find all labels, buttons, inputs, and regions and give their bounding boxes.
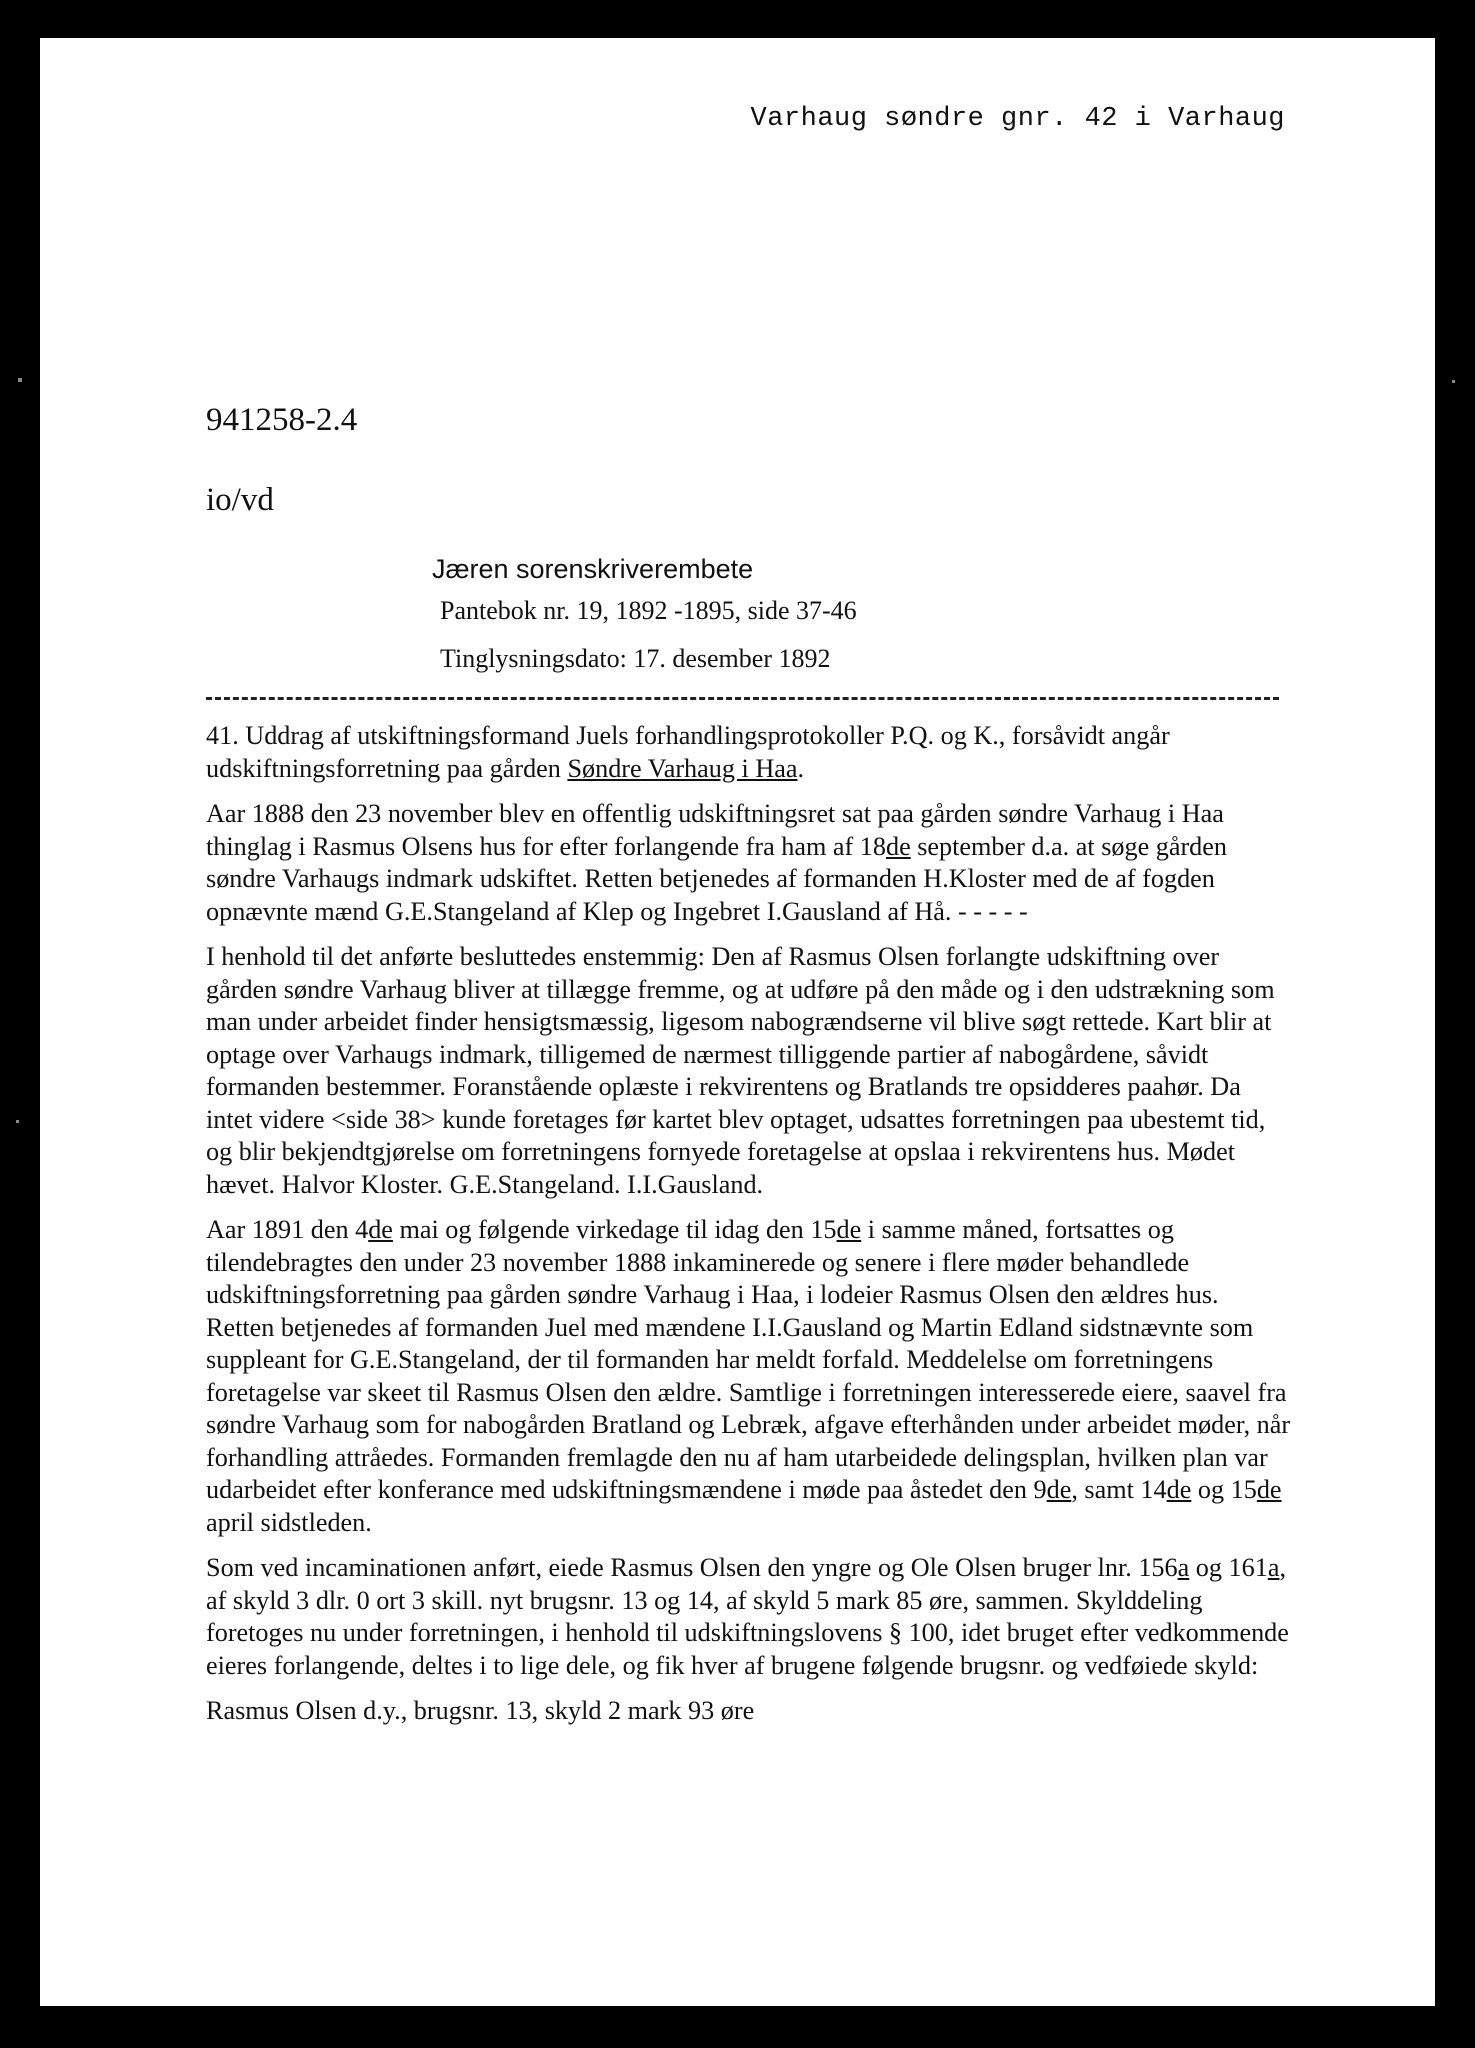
office-name: Jæren sorenskriverembete — [432, 554, 754, 584]
reference-number: 941258-2.4 — [206, 402, 358, 438]
paragraph-3: I henhold til det anførte besluttedes enstemmig: Den af Rasmus Olsen forlangte udskiftning over gården søndre Varhaug bliver at tillægge fremme, og at udføre på den måde og i den udstrækning som man under arbeidet finder hensigtsmæssig, ligesom nabogrændserne vil blive søgt rettede. Kart blir at optage over Varhaugs indmark, tilligemed de nærmest tilliggende partier af nabogårdene, såvidt formanden bestemmer. Foranstående oplæste i rekvirentens og Bratlands tre opsidderes paahør. Da intet videre <side 38> kunde foretages før kartet blev optaget, udsattes forretningen paa ubestemt tid, og blir bekjendtgjørelse om forretningens fornyede foretagelse at opslaa i rekvirentens hus. Mødet hævet. Halvor Kloster. G.E.Stangeland. I.I.Gausland. — [206, 942, 1275, 1199]
scan-speck — [16, 1120, 19, 1123]
document-body — [206, 720, 1291, 1741]
paragraph-4: Aar 1891 den 4de mai og følgende virkedage til idag den 15de i samme måned, fortsattes og tilendebragtes den under 23 november 1888 inkaminerede og senere i flere møder behandlede udskiftningsforretning paa gården søndre Varhaug i Haa, i lodeier Rasmus Olsen den ældres hus. Retten betjenedes af formanden Juel med mændene I.I.Gausland og Martin Edland sidstnævnte som suppleant for G.E.Stangeland, der til formanden har meldt forfald. Meddelelse om forretningens foretagelse var skeet til Rasmus Olsen den ældre. Samtlige i forretningen interesserede eiere, saavel fra søndre Varhaug som for nabogården Bratland og Lebræk, afgave efterhånden under arbeidet møder, når forhandling attråedes. Formanden fremlagde den nu af ham utarbeidede delingsplan, hvilken plan var udarbeidet efter konferance med udskiftningsmændene i møde paa åstedet den 9de, samt 14de og 15de april sidstleden. — [206, 1215, 1291, 1537]
pantebok-line: Pantebok nr. 19, 1892 -1895, side 37-46 — [440, 596, 857, 625]
dashed-divider — [206, 697, 1279, 700]
scan-speck — [18, 378, 22, 382]
paragraph-1: 41. Uddrag af utskiftningsformand Juels forhandlingsprotokoller P.Q. og K., forsåvidt angår udskiftningsforretning paa gården Søndre Varhaug i Haa. — [206, 721, 1170, 783]
page-header: Varhaug søndre gnr. 42 i Varhaug — [750, 104, 1285, 134]
paragraph-5: Som ved incaminationen anført, eiede Rasmus Olsen den yngre og Ole Olsen bruger lnr. 156a og 161a, af skyld 3 dlr. 0 ort 3 skill. nyt brugsnr. 13 og 14, af skyld 5 mark 85 øre, sammen. Skylddeling foretoges nu under forretningen, i henhold til udskiftningslovens § 100, idet bruget efter vedkommende eieres forlangende, deltes i to lige dele, og fik hver af brugene følgende brugsnr. og vedføiede skyld: — [206, 1553, 1289, 1680]
tinglysning-line: Tinglysningsdato: 17. desember 1892 — [440, 644, 831, 673]
paragraph-2: Aar 1888 den 23 november blev en offentlig udskiftningsret sat paa gården søndre Varhaug i Haa thinglag i Rasmus Olsens hus for efter forlangende fra ham af 18de september d.a. at søge gården søndre Varhaugs indmark udskiftet. Retten betjenedes af formanden H.Kloster med de af fogden opnævnte mænd G.E.Stangeland af Klep og Ingebret I.Gausland af Hå. - - - - - — [206, 799, 1227, 926]
initials: io/vd — [206, 482, 274, 518]
paragraph-6: Rasmus Olsen d.y., brugsnr. 13, skyld 2 mark 93 øre — [206, 1696, 755, 1725]
document-page — [40, 38, 1435, 2006]
scan-speck — [1452, 380, 1455, 383]
